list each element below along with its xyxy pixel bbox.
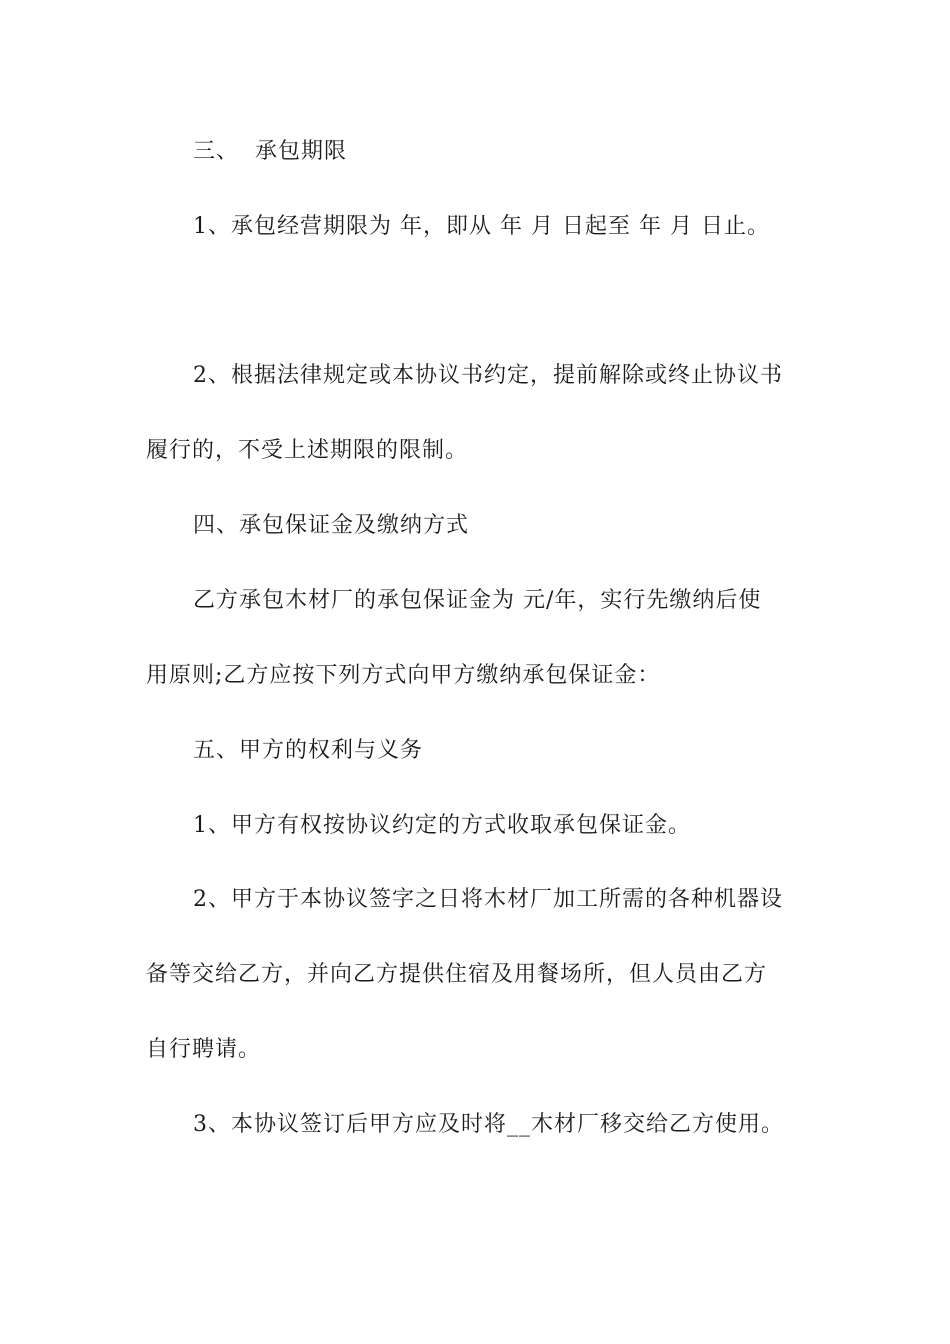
paragraph-line: 自行聘请。 xyxy=(146,1037,262,1062)
paragraph-line: 2、根据法律规定或本协议书约定，提前解除或终止协议书 xyxy=(193,363,783,388)
section-heading-5: 五、甲方的权利与义务 xyxy=(193,738,424,763)
paragraph-line: 用原则;乙方应按下列方式向甲方缴纳承包保证金： xyxy=(146,663,661,688)
section-heading-4: 四、承包保证金及缴纳方式 xyxy=(193,513,470,538)
paragraph-line: 乙方承包木材厂的承包保证金为 元/年，实行先缴纳后使 xyxy=(193,588,762,613)
section-heading-3: 三、 承包期限 xyxy=(193,139,347,164)
paragraph-line: 备等交给乙方，并向乙方提供住宿及用餐场所，但人员由乙方 xyxy=(146,962,768,987)
paragraph-line: 履行的，不受上述期限的限制。 xyxy=(146,438,469,463)
paragraph-line: 1、承包经营期限为 年，即从 年 月 日起至 年 月 日止。 xyxy=(193,214,770,239)
paragraph-line: 1、甲方有权按协议约定的方式收取承包保证金。 xyxy=(193,813,691,838)
paragraph-line: 2、甲方于本协议签字之日将木材厂加工所需的各种机器设 xyxy=(193,887,783,912)
paragraph-line: 3、本协议签订后甲方应及时将__木材厂移交给乙方使用。 xyxy=(193,1112,784,1137)
